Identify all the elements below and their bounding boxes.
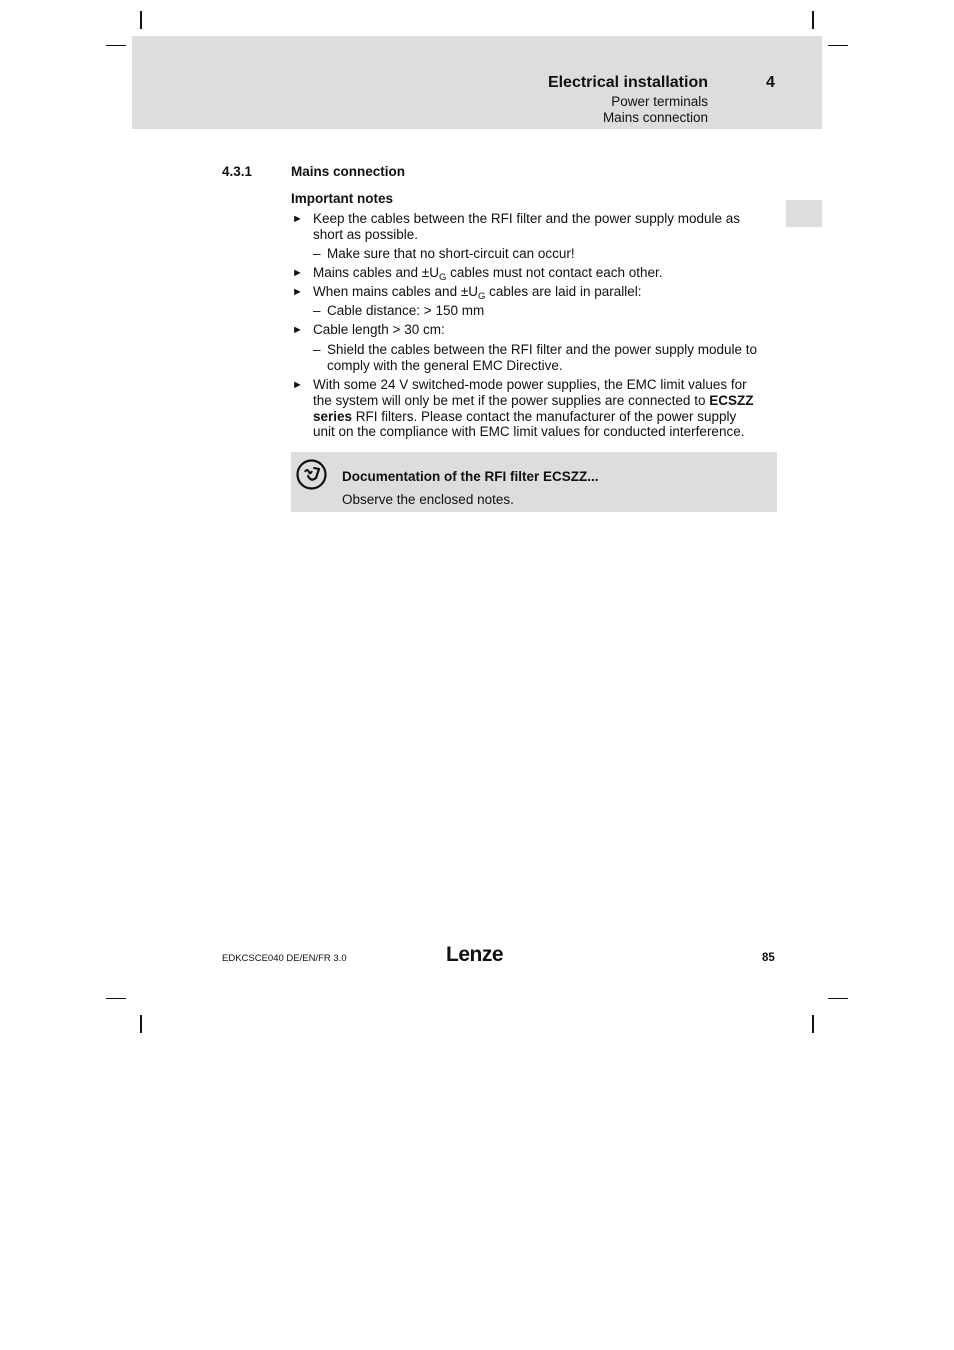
lenze-logo xyxy=(446,943,508,965)
bullet-3-text-end: cables are laid in parallel: xyxy=(485,284,642,299)
section-number: 4.3.1 xyxy=(222,164,253,179)
bullet-5-line-3 xyxy=(313,409,736,425)
crop-mark xyxy=(106,998,126,999)
lenze-logo-text: Lenze xyxy=(446,943,504,965)
chapter-title: Electrical installation xyxy=(547,74,708,91)
crop-mark xyxy=(828,998,848,999)
chapter-number: 4 xyxy=(766,74,775,91)
header-subtitle-power-terminals: Power terminals xyxy=(611,94,708,109)
footer-document-id: EDKCSCE040 DE/EN/FR 3.0 xyxy=(222,953,347,964)
crop-mark xyxy=(812,11,814,29)
bullet-1-line-1: Keep the cables between the RFI filter and the power supply module as xyxy=(313,211,741,226)
crop-mark xyxy=(140,1015,142,1033)
crop-mark xyxy=(140,11,142,29)
bullet-3-subitem: Cable distance: > 150 mm xyxy=(327,303,485,318)
documentation-note-icon xyxy=(296,459,327,490)
bullet-1-subitem: Make sure that no short-circuit can occur! xyxy=(327,246,575,261)
bullet-5-line-4: unit on the compliance with EMC limit values for conducted interference. xyxy=(313,424,745,439)
dash-icon: – xyxy=(313,342,321,357)
bullet-3-text: When mains cables and ±U xyxy=(313,284,478,299)
bullet-arrow-icon: ► xyxy=(292,286,303,298)
header-band xyxy=(132,36,822,129)
subscript-g: G xyxy=(438,272,447,283)
bullet-2-text-end: cables must not contact each other. xyxy=(446,265,663,280)
chapter-side-tab xyxy=(786,200,822,227)
bullet-5-line-2 xyxy=(313,393,753,409)
bullet-5-line-2-bold: ECSZZ xyxy=(709,393,754,408)
note-text: Observe the enclosed notes. xyxy=(342,492,514,507)
bullet-arrow-icon: ► xyxy=(292,379,303,391)
section-title: Mains connection xyxy=(291,164,406,179)
bullet-4: Cable length > 30 cm: xyxy=(313,322,445,337)
bullet-arrow-icon: ► xyxy=(292,267,303,279)
bullet-5-line-3-bold: series xyxy=(313,409,353,424)
dash-icon: – xyxy=(313,246,321,261)
bullet-arrow-icon: ► xyxy=(292,324,303,336)
page-number: 85 xyxy=(762,952,775,964)
crop-mark xyxy=(106,45,126,46)
note-title: Documentation of the RFI filter ECSZZ... xyxy=(342,469,599,484)
notes-heading: Important notes xyxy=(291,191,394,206)
bullet-4-subitem-line-1: Shield the cables between the RFI filter and the power supply module to xyxy=(327,342,758,357)
bullet-5-line-3-text: RFI filters. Please contact the manufacturer of the power supply xyxy=(352,409,737,424)
subscript-g: G xyxy=(478,291,486,302)
header-subtitle-mains-connection: Mains connection xyxy=(602,110,708,125)
crop-mark xyxy=(828,45,848,46)
bullet-4-subitem-line-2: comply with the general EMC Directive. xyxy=(327,358,563,373)
bullet-3 xyxy=(313,284,641,300)
bullet-2 xyxy=(313,265,663,281)
crop-mark xyxy=(812,1015,814,1033)
dash-icon: – xyxy=(313,303,321,318)
bullet-5-line-2-text: the system will only be met if the power supplies are connected to xyxy=(313,393,710,408)
bullet-1-line-2: short as possible. xyxy=(313,227,419,242)
bullet-5-line-1: With some 24 V switched-mode power supplies, the EMC limit values for xyxy=(313,377,747,392)
bullet-arrow-icon: ► xyxy=(292,213,303,225)
bullet-2-text: Mains cables and ±U xyxy=(313,265,439,280)
